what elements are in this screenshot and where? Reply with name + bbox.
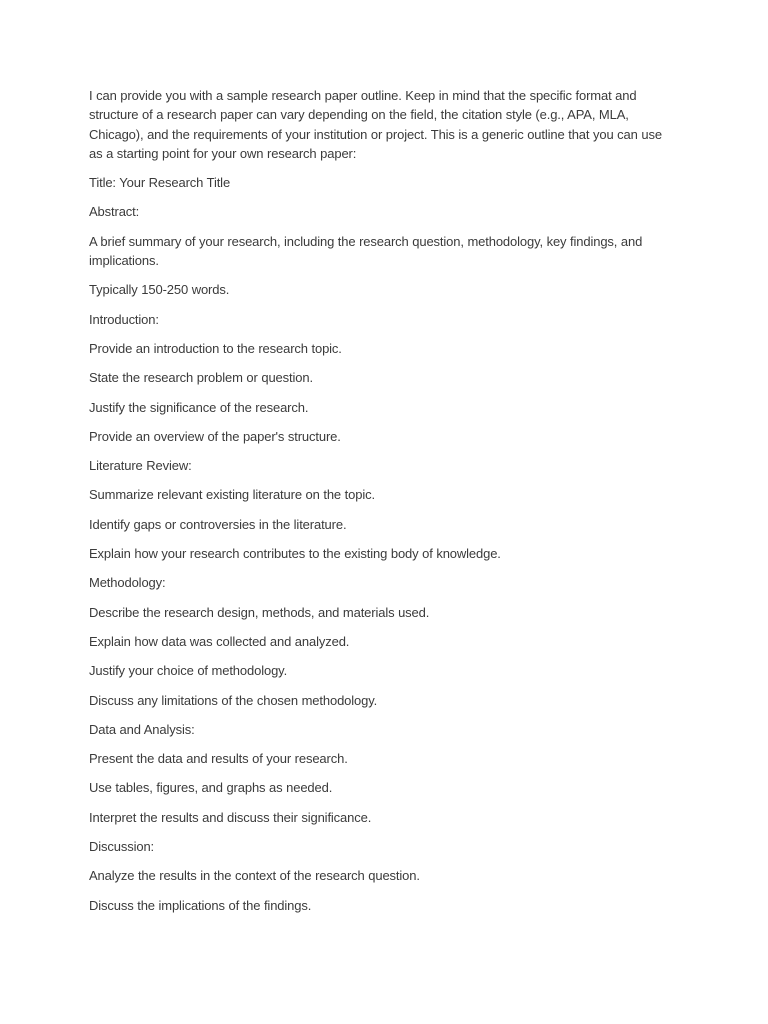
paragraph-literature-review-heading: Literature Review: (89, 458, 192, 474)
paragraph-abstract-length: Typically 150-250 words. (89, 282, 230, 298)
paragraph-discussion-item-2: Discuss the implications of the findings. (89, 897, 312, 913)
paragraph-introduction-item-2: State the research problem or question. (89, 370, 313, 386)
paragraph-literature-review-item-1: Summarize relevant existing literature on the topic. (89, 487, 375, 503)
paragraph-methodology-item-1: Describe the research design, methods, and materials used. (89, 604, 430, 620)
paragraph-discussion-heading: Discussion: (89, 839, 155, 855)
paragraph-literature-review-item-3: Explain how your research contributes to the existing body of knowledge. (89, 546, 501, 562)
paragraph-introduction-item-3: Justify the significance of the research. (89, 399, 309, 415)
document-text-body (89, 86, 667, 915)
paragraph-introduction-heading: Introduction: (89, 311, 159, 327)
paragraph-data-analysis-item-3: Interpret the results and discuss their significance. (89, 809, 372, 825)
paragraph-title-heading: Title: Your Research Title (89, 175, 231, 191)
paragraph-introduction-item-4: Provide an overview of the paper's structure. (89, 428, 341, 444)
paragraph-methodology-item-4: Discuss any limitations of the chosen methodology. (89, 692, 378, 708)
paragraph-literature-review-item-2: Identify gaps or controversies in the literature. (89, 516, 347, 532)
paragraph-abstract-heading: Abstract: (89, 204, 140, 220)
paragraph-data-analysis-item-1: Present the data and results of your research. (89, 751, 348, 767)
paragraph-data-analysis-item-2: Use tables, figures, and graphs as needed. (89, 780, 333, 796)
paragraph-methodology-heading: Methodology: (89, 575, 166, 591)
paragraph-data-analysis-heading: Data and Analysis: (89, 721, 195, 737)
paragraph-introduction-item-1: Provide an introduction to the research topic. (89, 340, 342, 356)
paragraph-methodology-item-2: Explain how data was collected and analyzed. (89, 633, 350, 649)
paragraph-discussion-item-1: Analyze the results in the context of the research question. (89, 868, 420, 884)
paragraph-intro-statement: I can provide you with a sample research paper outline. Keep in mind that the specific format and structure of a research paper can vary depending on the field, the citation style (e.g., APA, MLA, Chicago), and the requirements of your institution or project. This is a generic outline that you can use as a starting point for your own research paper: (89, 88, 662, 161)
paragraph-abstract-summary: A brief summary of your research, including the research question, methodology, key findings, and implications. (89, 233, 643, 269)
paragraph-methodology-item-3: Justify your choice of methodology. (89, 663, 288, 679)
